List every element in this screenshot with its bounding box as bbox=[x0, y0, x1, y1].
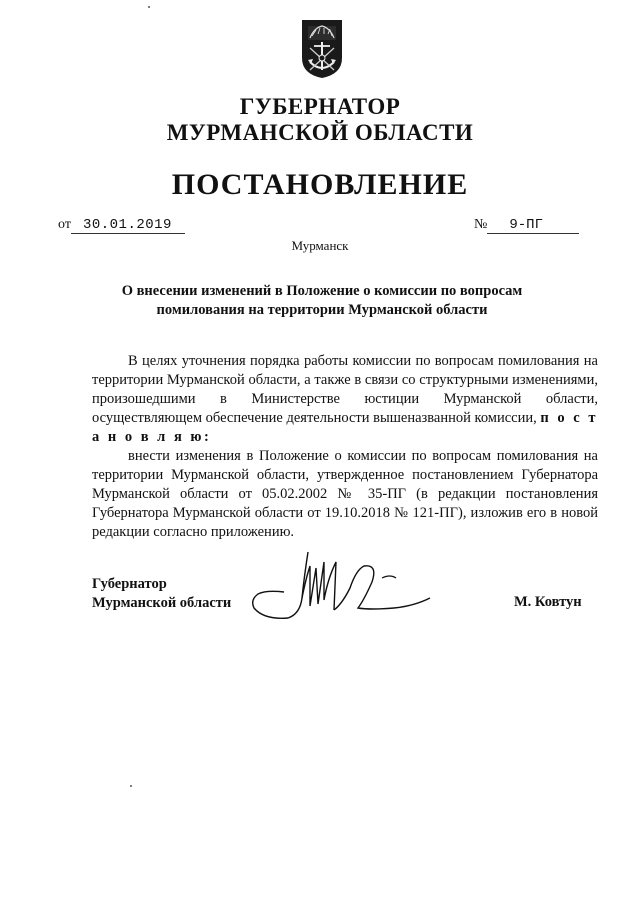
date-value: 30.01.2019 bbox=[71, 217, 185, 234]
signatory-position-line-2: Мурманской области bbox=[92, 595, 232, 611]
resolution-keyword: п о с т а н о в л я ю: bbox=[92, 410, 599, 445]
city-label: Мурманск bbox=[291, 238, 349, 253]
date-prefix: от bbox=[58, 217, 71, 232]
number-field bbox=[474, 217, 579, 234]
subject-line-2: помилования на территории Мурманской области bbox=[156, 302, 488, 318]
signatory-position-line-1: Губернатор bbox=[92, 576, 167, 592]
number-prefix: № bbox=[474, 217, 488, 232]
signatory-position bbox=[92, 575, 231, 613]
document-type-title: ПОСТАНОВЛЕНИЕ bbox=[171, 168, 469, 201]
signatory-name: М. Ковтун bbox=[514, 594, 582, 610]
authority-line-2: МУРМАНСКОЙ ОБЛАСТИ bbox=[166, 120, 474, 145]
number-value: 9-ПГ bbox=[487, 217, 579, 234]
authority-line-1: ГУБЕРНАТОР bbox=[239, 94, 401, 119]
scan-speck bbox=[130, 785, 132, 787]
coat-of-arms-icon bbox=[300, 18, 344, 80]
scan-speck bbox=[148, 6, 150, 8]
body-paragraph-1 bbox=[92, 352, 598, 447]
handwritten-signature bbox=[244, 548, 444, 628]
paragraph-1-text: В целях уточнения порядка работы комиссии по вопросам помилования на территории Мурманской области, а также в связи со структурными изменениями, произошедшими в Министерстве юстиции Мурманской области, осуществляющем обеспечение деятельности вышеназванной комиссии, bbox=[92, 353, 598, 426]
body-paragraph-2: внести изменения в Положение о комиссии по вопросам помилования на территории Мурманской области, утвержденное постановлением Губернатора Мурманской области от 05.02.2002 № 35-ПГ (в редакции постановления Губернатора Мурманской области от 19.10.2018 № 121-ПГ), изложив его в новой редакции согласно приложению. bbox=[92, 448, 598, 540]
subject-heading bbox=[96, 282, 548, 320]
date-field bbox=[58, 217, 185, 234]
subject-line-1: О внесении изменений в Положение о комиссии по вопросам bbox=[121, 283, 523, 299]
